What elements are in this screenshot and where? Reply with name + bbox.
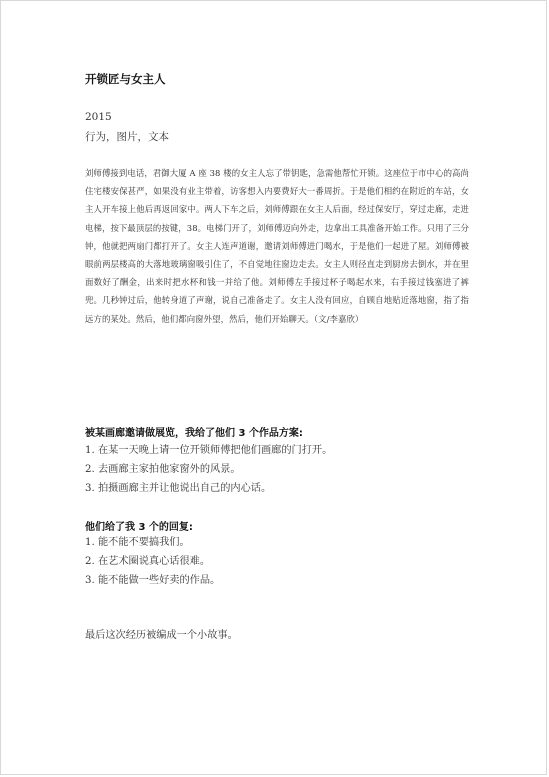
reply-list (85, 533, 220, 590)
work-medium: 行为，图片，文本 (85, 131, 169, 143)
list-item: 3. 拍摄画廊主并让他说出自己的内心话。 (85, 483, 272, 494)
list-item: 1. 能不能不要搞我们。 (85, 537, 190, 548)
work-title: 开锁匠与女主人 (85, 72, 166, 86)
list-item: 1. 在某一天晚上请一位开锁师傅把他们画廊的门打开。 (85, 445, 333, 456)
closing-text: 最后这次经历被编成一个小故事。 (85, 630, 238, 641)
reply-heading: 他们给了我 3 个的回复: (85, 522, 193, 533)
list-item: 3. 能不能做一些好卖的作品。 (85, 575, 221, 586)
work-year: 2015 (85, 111, 112, 123)
story-paragraph: 刘师傅接到电话，君御大厦 A 座 38 楼的女主人忘了带钥匙，急需他帮忙开锁。这座位于市中心的高尚住宅楼安保甚严，如果没有业主带着，访客想入内要费好大一番周折。于是他们相约在附近的车站，女主人开车接上他后再返回家中。两人下车之后，刘师傅跟在女主人后面，经过保安厅，穿过走廊，走进电梯，按下最顶层的按键，38。电梯门开了，刘师傅迈向外走，边拿出工具准备开始工作。只用了三分钟，他就把两扇门都打开了。女主人连声道谢，邀请刘师傅进门喝水，于是他们一起进了屋。刘师傅被眼前两层楼高的大落地玻璃窗吸引住了，不自觉地往窗边走去。女主人则径直走到厨房去倒水，并在里面数好了酬金，出来时把水杯和钱一并给了他。刘师傅左手接过杯子喝起水来，右手接过钱塞进了裤兜。几秒钟过后，他转身道了声谢，说自己准备走了。女主人没有回应，自顾自地贴近落地窗，指了指远方的某处。然后，他们都向窗外望，然后，他们开始聊天。（文/李嘉欣） (85, 168, 470, 324)
list-item: 2. 在艺术圈说真心话很难。 (85, 556, 211, 567)
list-item: 2. 去画廊主家拍他家窗外的风景。 (85, 464, 241, 475)
proposal-heading: 被某画廊邀请做展览，我给了他们 3 个作品方案: (85, 428, 303, 439)
proposal-list (85, 441, 332, 498)
